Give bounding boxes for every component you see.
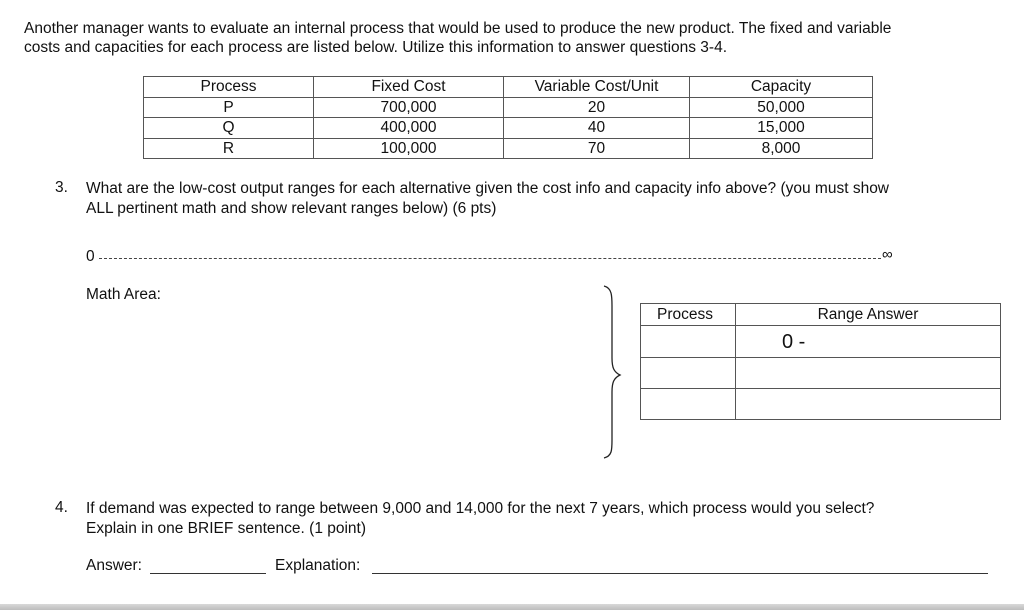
question-3-line-1: What are the low-cost output ranges for each alternative given the cost info and capacity info above? (you must show: [86, 180, 890, 197]
range-answer-table: [640, 303, 1001, 420]
number-line-start: 0: [86, 248, 95, 265]
cell-process: Q: [144, 118, 314, 139]
intro-line-2: costs and capacities for each process are listed below. Utilize this information to answer questions 3-4.: [24, 39, 728, 56]
explanation-blank[interactable]: [372, 573, 988, 574]
range-table-header: [641, 304, 1001, 326]
cell-capacity: 50,000: [690, 97, 873, 118]
col-process: Process: [641, 304, 736, 326]
cell-fixed-cost: 700,000: [314, 97, 504, 118]
question-4-text: [86, 499, 874, 539]
process-answer-cell[interactable]: [641, 326, 736, 358]
range-answer-cell[interactable]: [736, 389, 1001, 420]
infinity-symbol: ∞: [882, 246, 893, 263]
col-range-answer: Range Answer: [736, 304, 1001, 326]
cell-variable-cost: 70: [504, 138, 690, 159]
col-capacity: Capacity: [690, 77, 873, 98]
explanation-label: Explanation:: [275, 557, 361, 574]
intro-line-1: Another manager wants to evaluate an internal process that would be used to produce the new product. The fixed and variable: [24, 20, 892, 37]
col-variable-cost: Variable Cost/Unit: [504, 77, 690, 98]
process-answer-cell[interactable]: [641, 358, 736, 389]
question-3-number: 3.: [55, 179, 68, 196]
table-row: [641, 326, 1001, 358]
cell-process: P: [144, 97, 314, 118]
table-row: [144, 138, 873, 159]
math-area-label: Math Area:: [86, 286, 161, 303]
col-fixed-cost: Fixed Cost: [314, 77, 504, 98]
col-process: Process: [144, 77, 314, 98]
answer-label: Answer:: [86, 557, 142, 574]
question-4-number: 4.: [55, 499, 68, 516]
table-row: [641, 358, 1001, 389]
cell-fixed-cost: 400,000: [314, 118, 504, 139]
range-answer-cell[interactable]: [736, 326, 1001, 358]
answer-blank[interactable]: [150, 573, 266, 574]
cell-fixed-cost: 100,000: [314, 138, 504, 159]
curly-brace-icon: [596, 284, 624, 460]
number-line: [99, 258, 881, 259]
cell-capacity: 15,000: [690, 118, 873, 139]
table-row: [144, 118, 873, 139]
question-4-line-1: If demand was expected to range between 9,000 and 14,000 for the next 7 years, which process would you select?: [86, 500, 875, 517]
cell-variable-cost: 40: [504, 118, 690, 139]
cell-process: R: [144, 138, 314, 159]
cost-table-header: [144, 77, 873, 98]
question-3-text: [86, 179, 889, 219]
process-answer-cell[interactable]: [641, 389, 736, 420]
cell-capacity: 8,000: [690, 138, 873, 159]
cost-table: [143, 76, 873, 159]
bottom-edge-strip: [0, 604, 1024, 610]
cell-variable-cost: 20: [504, 97, 690, 118]
range-answer-cell[interactable]: [736, 358, 1001, 389]
table-row: [641, 389, 1001, 420]
question-3-line-2: ALL pertinent math and show relevant ranges below) (6 pts): [86, 200, 497, 217]
table-row: [144, 97, 873, 118]
question-4-line-2: Explain in one BRIEF sentence. (1 point): [86, 520, 367, 537]
intro-paragraph: [24, 19, 1014, 57]
range-start-text: 0 -: [782, 331, 806, 353]
